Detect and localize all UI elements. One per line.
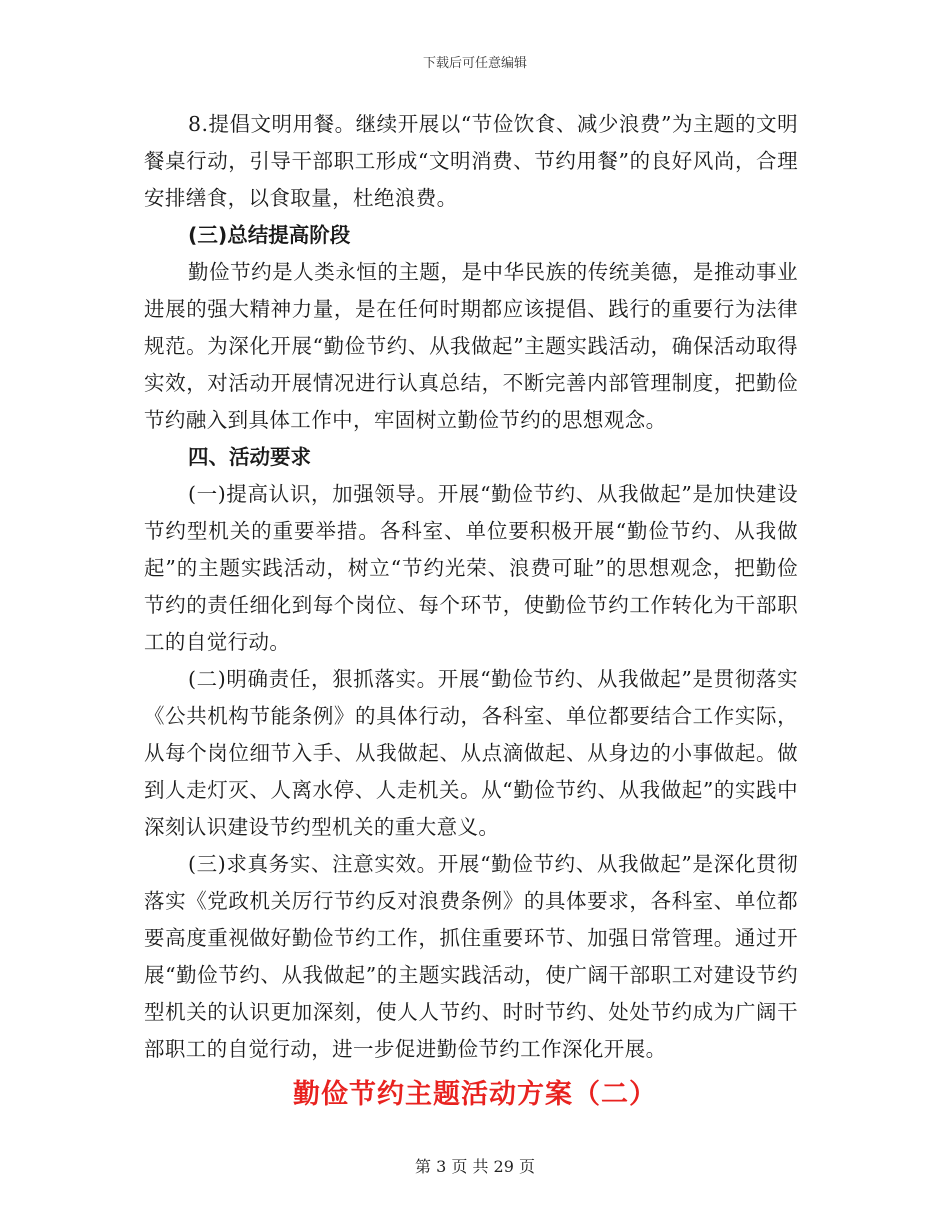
header-note: 下载后可任意编辑 (422, 56, 527, 71)
paragraph-requirement-1: (一)提高认识，加强领导。开展“勤俭节约、从我做起”是加快建设节约型机关的重要举措。各科室、单位要积极开展“勤俭节约、从我做起”的主题实践活动，树立“节约光荣、浪费可耻”的思想观念，把勤俭节约的责任细化到每个岗位、每个环节，使勤俭节约工作转化为干部职工的自觉行动。 (144, 482, 798, 654)
heading-activity-requirements: 四、活动要求 (188, 445, 311, 469)
heading-summary-stage: (三)总结提高阶段 (188, 223, 351, 247)
document-body (144, 106, 798, 1068)
paragraph-requirement-3: (三)求真务实、注意实效。开展“勤俭节约、从我做起”是深化贯彻落实《党政机关厉行节约反对浪费条例》的具体要求，各科室、单位都要高度重视做好勤俭节约工作，抓住重要环节、加强日常管理。通过开展“勤俭节约、从我做起”的主题实践活动，使广阔干部职工对建设节约型机关的认识更加深刻，使人人节约、时时节约、处处节约成为广阔干部职工的自觉行动，进一步促进勤俭节约工作深化开展。 (144, 852, 798, 1061)
page-number: 第 3 页 共 29 页 (415, 1157, 535, 1176)
next-section-title: 勤俭节约主题活动方案（二） (293, 1079, 657, 1110)
paragraph-summary-stage: 勤俭节约是人类永恒的主题，是中华民族的传统美德，是推动事业进展的强大精神力量，是在任何时期都应该提倡、践行的重要行为法律规范。为深化开展“勤俭节约、从我做起”主题实践活动，确保活动取得实效，对活动开展情况进行认真总结，不断完善内部管理制度，把勤俭节约融入到具体工作中，牢固树立勤俭节约的思想观念。 (144, 260, 798, 432)
paragraph-civilized-dining: 8.提倡文明用餐。继续开展以“节俭饮食、减少浪费”为主题的文明餐桌行动，引导干部职工形成“文明消费、节约用餐”的良好风尚，合理安排缮食，以食取量，杜绝浪费。 (144, 112, 798, 210)
paragraph-requirement-2: (二)明确责任，狠抓落实。开展“勤俭节约、从我做起”是贯彻落实《公共机构节能条例》的具体行动，各科室、单位都要结合工作实际，从每个岗位细节入手、从我做起、从点滴做起、从身边的小事做起。做到人走灯灭、人离水停、人走机关。从“勤俭节约、从我做起”的实践中深刻认识建设节约型机关的重大意义。 (144, 667, 798, 839)
